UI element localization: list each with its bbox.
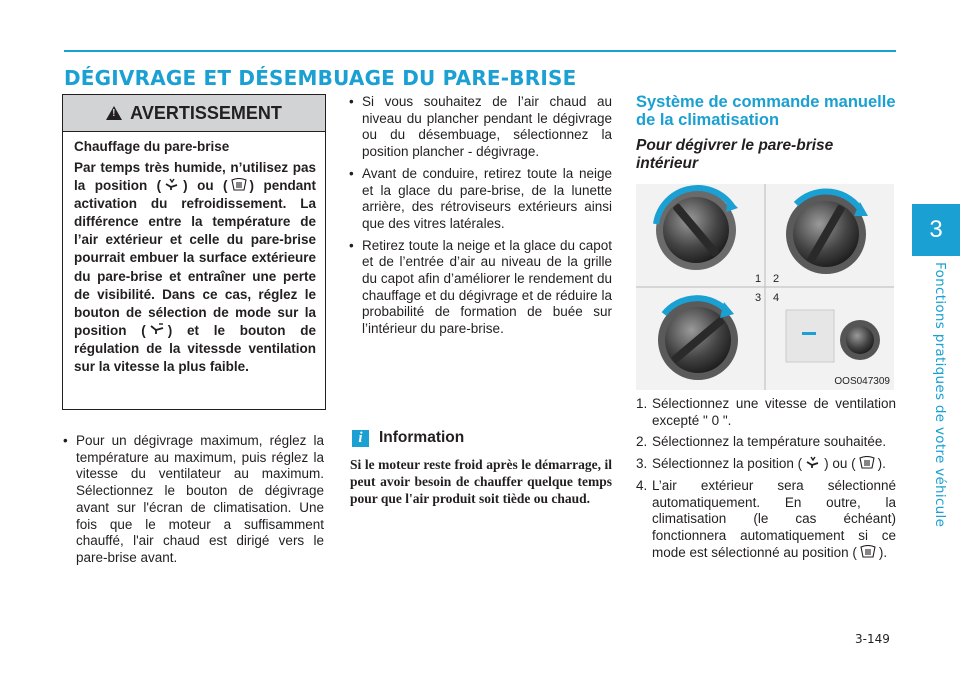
list-item: • Pour un dégivrage maximum, réglez la température au maximum, puis réglez la vitesse du ventilateur au maximum. Sélectionnez le bouton de dégivrage avant sur l'écran de climatisation. Une fois que le moteur a suffisamment chauffé, l'air chaud est dirigé vers le pare-brise avant.	[62, 433, 324, 567]
floor-mode-icon	[148, 323, 166, 336]
information-label: Information	[379, 429, 465, 446]
figure-label-4: 4	[773, 292, 780, 304]
step-text: ).	[877, 456, 886, 472]
step-number: 1.	[636, 396, 648, 411]
warning-text-part: ) pendant activation du refroidissement. La différence entre la température de l’air extérieur et celle du pare-brise pourrait embuer la surface extérieure du pare-brise et entraîner une perte de visibilité. Dans ce cas, réglez le bouton de sélection de mode sur la position (	[74, 178, 316, 338]
defrost-icon	[859, 545, 877, 558]
step-text: Sélectionnez la position (	[652, 456, 803, 472]
figure-label-3: 3	[755, 292, 762, 304]
defrost-icon	[858, 456, 876, 469]
list-item: • Retirez toute la neige et la glace du capot et de l’entrée d’air au niveau de la grille du capot afin d’améliorer le rendement du chauffage et du dégivrage et de réduire la probabilité de formation de buée sur l’intérieur du pare-brise.	[348, 238, 612, 338]
defrost-floor-mode-icon	[804, 456, 822, 469]
information-header	[352, 428, 464, 448]
warning-text-part: Par temps très humide, n’utilisez pas la position (	[74, 160, 316, 194]
section-title: DÉGIVRAGE ET DÉSEMBUAGE DU PARE-BRISE	[64, 66, 577, 90]
step-number: 2.	[636, 434, 648, 450]
chapter-number-tab: 3	[912, 204, 960, 256]
defrost-icon	[230, 178, 248, 191]
climate-control-figure	[636, 184, 894, 390]
warning-divider	[63, 131, 325, 132]
list-item	[636, 434, 896, 451]
header-rule	[64, 50, 896, 52]
step-text: L’air extérieur sera sélectionné automatiquement. En outre, la climatisation (le cas échéant) fonctionnera automatiquement si ce mode est sélectionné au position (	[652, 477, 896, 560]
step-list	[636, 396, 896, 566]
figure-label-1: 1	[755, 273, 762, 285]
warning-box	[62, 94, 326, 410]
information-text: Si le moteur reste froid après le démarrage, il peut avoir besoin de chauffer quelque temps pour que l'air produit soit tiède ou chaud.	[350, 457, 612, 507]
warning-triangle-icon	[106, 106, 122, 120]
left-bullet-list	[62, 433, 324, 567]
ac-button	[786, 310, 834, 362]
list-item	[636, 456, 896, 473]
warning-text	[74, 159, 316, 376]
warning-text-part: ) ou (	[183, 178, 228, 194]
figure-code: OOS047309	[834, 376, 890, 387]
chapter-title: Fonctions pratiques de votre véhicule	[932, 262, 948, 528]
system-title: Système de commande manuelle de la climatisation	[636, 93, 896, 129]
list-item	[636, 396, 896, 429]
step-number: 4.	[636, 477, 648, 493]
list-item	[636, 478, 896, 562]
warning-header-label: AVERTISSEMENT	[130, 102, 282, 123]
step-text: ).	[878, 544, 888, 560]
recirculation-knob	[840, 320, 880, 360]
info-icon: i	[352, 430, 369, 447]
system-subtitle: Pour dégivrer le pare-brise intérieur	[636, 137, 834, 172]
list-item: • Si vous souhaitez de l’air chaud au niveau du plancher pendant le dégivrage ou du désembuage, sélectionnez la position plancher - dégivrage.	[348, 94, 612, 161]
list-item: • Avant de conduire, retirez toute la neige et la glace du pare-brise, de la lunette arrière, des rétroviseurs extérieurs ainsi que des vitres latérales.	[348, 166, 612, 233]
control-knobs-illustration	[636, 184, 894, 390]
middle-bullet-list	[348, 94, 612, 343]
step-number: 3.	[636, 456, 648, 472]
page-number: 3-149	[855, 632, 890, 646]
warning-text-part: ) et le bouton de régulation de la vitessde ventilation sur la vitesse la plus faible.	[74, 322, 316, 375]
warning-subtitle: Chauffage du pare-brise	[74, 139, 230, 154]
step-text: Sélectionnez la température souhaitée.	[652, 434, 887, 450]
defrost-floor-mode-icon	[163, 178, 181, 191]
step-text: ) ou (	[824, 456, 856, 472]
step-text: Sélectionnez une vitesse de ventilation excepté " 0 ".	[652, 396, 896, 428]
mode-knob	[658, 298, 738, 380]
figure-label-2: 2	[773, 273, 780, 285]
warning-header	[63, 95, 325, 131]
